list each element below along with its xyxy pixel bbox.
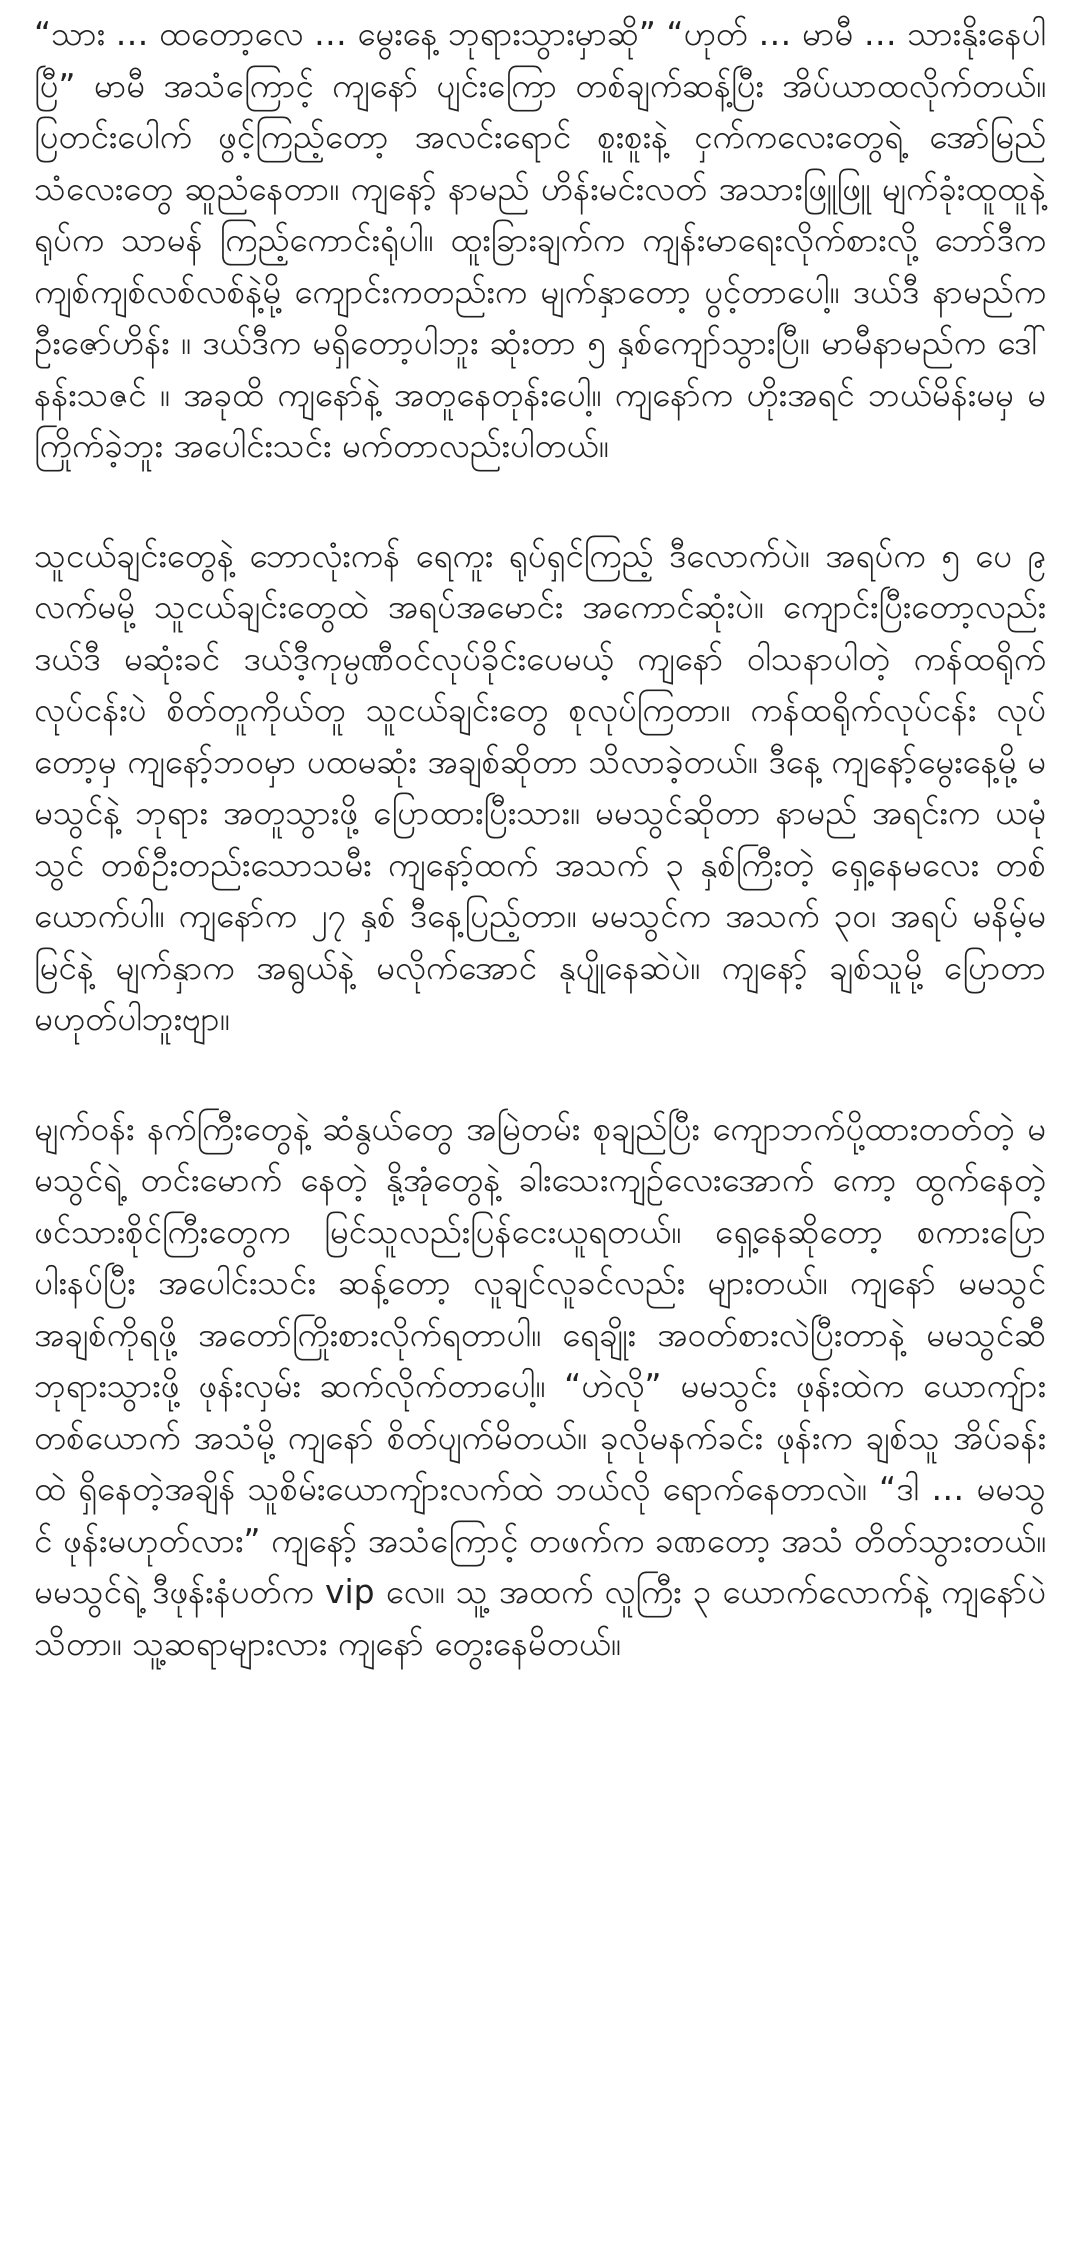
article-paragraph: “သား … ထတော့လေ … မွေးနေ့ ဘုရားသွားမှာဆို” “ဟုတ် … မာမီ … သားနိုးနေပါပြီ” မာမီ အသံကြောင့် ကျနော် ပျင်းကြော တစ်ချက်ဆန့်ပြီး အိပ်ယာထလိုက်တယ်။ ပြတင်းပေါက် ဖွင့်ကြည့်တော့ အလင်းရောင် စူးစူးနဲ့ ငှက်ကလေးတွေရဲ့ အော်မြည်သံလေးတွေ ဆူညံနေတာ။ ကျနော့် နာမည် ဟိန်းမင်းလတ် အသားဖြူဖြူ မျက်ခုံးထူထူနဲ့ ရုပ်က သာမန် ကြည့်ကောင်းရုံပါ။ ထူးခြားချက်က ကျန်းမာရေးလိုက်စားလို့ ဘော်ဒီက ကျစ်ကျစ်လစ်လစ်နဲ့မို့ ကျောင်းကတည်းက မျက်နှာတော့ ပွင့်တာပေါ့။ ဒယ်ဒီ နာမည်က ဦးဇော်ဟိန်း ။ ဒယ်ဒီက မရှိတော့ပါဘူး ဆုံးတာ ၅ နှစ်ကျော်သွားပြီ။ မာမီနာမည်က ဒေါ်နန်းသဇင် ။ အခုထိ ကျနော်နဲ့ အတူနေတုန်းပေါ့။ ကျနော်က ဟိုးအရင် ဘယ်မိန်းမမှ မကြိုက်ခဲ့ဘူး အပေါင်းသင်း မက်တာလည်းပါတယ်။ <box>34 14 1046 465</box>
article-paragraph: သူငယ်ချင်းတွေနဲ့ ဘောလုံးကန် ရေကူး ရုပ်ရှင်ကြည့် ဒီလောက်ပဲ။ အရပ်က ၅ ပေ ၉ လက်မမို့ သူငယ်ချင်းတွေထဲ အရပ်အမောင်း အကောင်ဆုံးပဲ။ ကျောင်းပြီးတော့လည်း ဒယ်ဒီ မဆုံးခင် ဒယ်ဒီ့ကုမ္ပဏီဝင်လုပ်ခိုင်းပေမယ့် ကျနော် ဝါသနာပါတဲ့ ကန်ထရိုက် လုပ်ငန်းပဲ စိတ်တူကိုယ်တူ သူငယ်ချင်းတွေ စုလုပ်ကြတာ။ ကန်ထရိုက်လုပ်ငန်း လုပ်တော့မှ ကျနော့်ဘဝမှာ ပထမဆုံး အချစ်ဆိုတာ သိလာခဲ့တယ်။ ဒီနေ့ ကျနော့်မွေးနေ့မို့ မမသွင်နဲ့ ဘုရား အတူသွားဖို့ ပြောထားပြီးသား။ မမသွင်ဆိုတာ နာမည် အရင်းက ယမုံသွင် တစ်ဦးတည်းသောသမီး ကျနော့်ထက် အသက် ၃ နှစ်ကြီးတဲ့ ရှေ့နေမလေး တစ်ယောက်ပါ။ ကျနော်က ၂၇ နှစ် ဒီနေ့ပြည့်တာ။ မမသွင်က အသက် ၃၀၊ အရပ် မနိမ့်မမြင်နဲ့ မျက်နှာက အရွယ်နဲ့ မလိုက်အောင် နုပျိုနေဆဲပဲ။ ကျနော့် ချစ်သူမို့ ပြောတာ မဟုတ်ပါဘူးဗျာ။ <box>34 535 1046 1038</box>
article-paragraph: မျက်ဝန်း နက်ကြီးတွေနဲ့ ဆံနွယ်တွေ အမြဲတမ်း စုချည်ပြီး ကျောဘက်ပို့ထားတတ်တဲ့ မမသွင်ရဲ့ တင်းမောက် နေတဲ့ နို့အုံတွေနဲ့ ခါးသေးကျဉ်လေးအောက် ကော့ ထွက်နေတဲ့ ဖင်သားစိုင်ကြီးတွေက မြင်သူလည်းပြန်ငေးယူရတယ်။ ရှေ့နေဆိုတော့ စကားပြော ပါးနပ်ပြီး အပေါင်းသင်း ဆန့်တော့ လူချင်လူခင်လည်း များတယ်။ ကျနော် မမသွင် အချစ်ကိုရဖို့ အတော်ကြိုးစားလိုက်ရတာပါ။ ရေချိုး အဝတ်စားလဲပြီးတာနဲ့ မမသွင်ဆီ ဘုရားသွားဖို့ ဖုန်းလှမ်း ဆက်လိုက်တာပေါ့။ “ဟဲလို” မမသွင်း ဖုန်းထဲက ယောကျ်ားတစ်ယောက် အသံမို့ ကျနော် စိတ်ပျက်မိတယ်။ ခုလိုမနက်ခင်း ဖုန်းက ချစ်သူ အိပ်ခန်းထဲ ရှိနေတဲ့အချိန် သူစိမ်းယောကျ်ားလက်ထဲ ဘယ်လို ရောက်နေတာလဲ။ “ဒါ … မမသွင် ဖုန်းမဟုတ်လား” ကျနော့် အသံကြောင့် တဖက်က ခဏတော့ အသံ တိတ်သွားတယ်။ မမသွင်ရဲ့ ဒီဖုန်းနံပတ်က vip လေ။ သူ့ အထက် လူကြီး ၃ ယောက်လောက်နဲ့ ကျနော်ပဲ သိတာ။ သူ့ဆရာများလား ကျနော် တွေးနေမိတယ်။ <box>34 1108 1046 1663</box>
